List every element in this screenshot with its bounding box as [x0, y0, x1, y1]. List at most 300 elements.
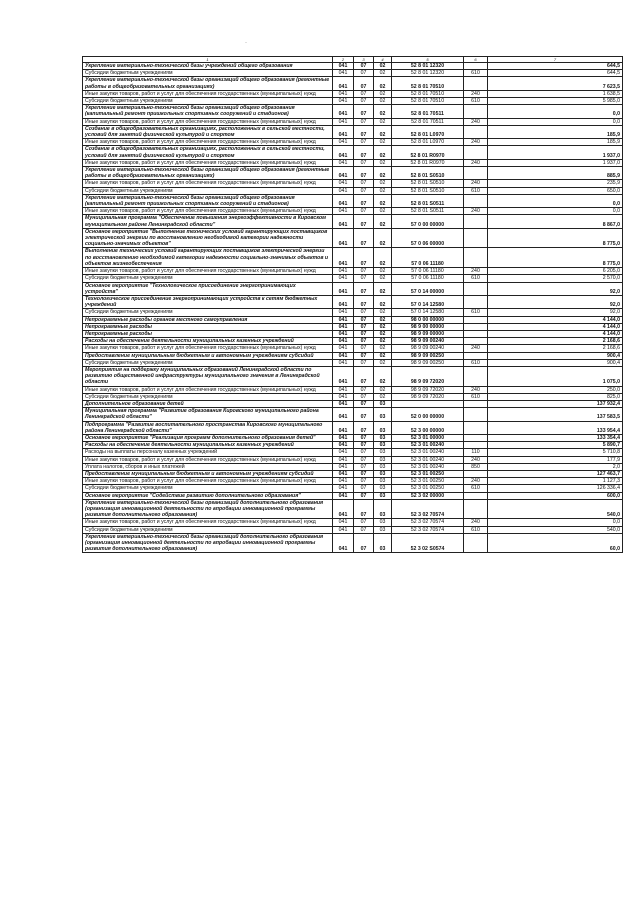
row-amount: 92,0 [488, 309, 623, 316]
row-target-code: 57 0 14 12580 [392, 309, 464, 316]
row-amount: 1 937,0 [488, 159, 623, 166]
table-row [83, 180, 623, 187]
row-name: Предоставление муниципальным бюджетным и автономным учреждениям субсидий [83, 352, 333, 359]
row-subsection-code: 02 [374, 70, 392, 77]
row-expense-type: 850 [464, 463, 488, 470]
row-subsection-code: 03 [374, 456, 392, 463]
row-section-code: 07 [354, 77, 374, 90]
row-subsection-code: 02 [374, 309, 392, 316]
row-subsection-code: 02 [374, 77, 392, 90]
row-expense-type: 240 [464, 456, 488, 463]
table-row [83, 268, 623, 275]
row-target-code: 98 0 00 00000 [392, 316, 464, 323]
row-subsection-code: 03 [374, 400, 392, 407]
row-section-code: 07 [354, 408, 374, 421]
row-amount: 650,0 [488, 187, 623, 194]
row-name: Уплата налогов, сборов и иных платежей [83, 463, 333, 470]
row-subsection-code: 02 [374, 63, 392, 70]
row-ministry-code: 041 [333, 463, 354, 470]
row-subsection-code: 02 [374, 105, 392, 118]
row-amount: 92,0 [488, 282, 623, 295]
row-ministry-code: 041 [333, 309, 354, 316]
row-subsection-code: 03 [374, 526, 392, 533]
row-amount: 235,9 [488, 180, 623, 187]
row-name: Непрограммные расходы [83, 323, 333, 330]
row-target-code: 52 8 01 70510 [392, 77, 464, 90]
row-expense-type [464, 316, 488, 323]
row-amount: 600,0 [488, 492, 623, 499]
table-row [83, 499, 623, 519]
row-amount: 1 127,3 [488, 478, 623, 485]
row-subsection-code: 02 [374, 187, 392, 194]
row-amount: 126 336,4 [488, 485, 623, 492]
row-ministry-code: 041 [333, 393, 354, 400]
row-amount: 2 570,0 [488, 275, 623, 282]
budget-table [82, 56, 623, 553]
row-subsection-code: 03 [374, 499, 392, 519]
row-subsection-code: 02 [374, 125, 392, 138]
row-ministry-code: 041 [333, 338, 354, 345]
row-ministry-code: 041 [333, 456, 354, 463]
row-expense-type: 610 [464, 526, 488, 533]
row-subsection-code: 02 [374, 228, 392, 248]
row-section-code: 07 [354, 434, 374, 441]
row-expense-type: 610 [464, 98, 488, 105]
table-row [83, 159, 623, 166]
row-expense-type: 240 [464, 90, 488, 97]
row-name: Субсидии бюджетным учреждениям [83, 275, 333, 282]
table-row [83, 470, 623, 477]
row-name: Предоставление муниципальным бюджетным и автономным учреждениям субсидий [83, 470, 333, 477]
row-section-code: 07 [354, 352, 374, 359]
row-name: Субсидии бюджетным учреждениям [83, 187, 333, 194]
row-amount: 8 775,0 [488, 248, 623, 268]
column-number: 5 [392, 57, 464, 63]
row-expense-type [464, 421, 488, 434]
row-name: Субсидии бюджетным учреждениям [83, 98, 333, 105]
row-subsection-code: 03 [374, 442, 392, 449]
row-target-code: 52 8 01 70510 [392, 98, 464, 105]
row-expense-type [464, 295, 488, 308]
row-expense-type [464, 105, 488, 118]
table-row [83, 478, 623, 485]
row-target-code: 52 3 02 70574 [392, 519, 464, 526]
row-name: Технологическое присоединение энергопринимающих устройств к сетям бюджетных учреждений [83, 295, 333, 308]
row-target-code: 52 8 01 R0970 [392, 159, 464, 166]
row-target-code: 52 8 01 70511 [392, 118, 464, 125]
row-subsection-code: 03 [374, 463, 392, 470]
row-subsection-code: 02 [374, 139, 392, 146]
row-name: Иные закупки товаров, работ и услуг для обеспечения государственных (муниципальных) нужд [83, 139, 333, 146]
row-amount: 4 144,0 [488, 323, 623, 330]
row-name: Укрепление материально-технической базы организаций дополнительного образования (организация инновационной деятельности по апробации инновационной программы развития дополнительного образования) [83, 499, 333, 519]
row-target-code: 52 3 02 00000 [392, 492, 464, 499]
row-amount: 0,0 [488, 118, 623, 125]
row-target-code: 52 3 00 00000 [392, 421, 464, 434]
table-row [83, 282, 623, 295]
row-expense-type [464, 400, 488, 407]
table-row [83, 359, 623, 366]
row-target-code: 52 8 01 S0510 [392, 167, 464, 180]
row-section-code: 07 [354, 485, 374, 492]
row-expense-type: 240 [464, 386, 488, 393]
row-ministry-code: 041 [333, 449, 354, 456]
row-amount: 185,9 [488, 125, 623, 138]
row-amount: 900,4 [488, 359, 623, 366]
row-ministry-code: 041 [333, 499, 354, 519]
row-section-code: 07 [354, 208, 374, 215]
row-section-code: 07 [354, 359, 374, 366]
column-number: 2 [333, 57, 354, 63]
column-number: 6 [464, 57, 488, 63]
row-name: Основное мероприятие "Реализация программ дополнительного образования детей" [83, 434, 333, 441]
row-name: Укрепление материально-технической базы учреждений общего образования [83, 63, 333, 70]
table-row [83, 146, 623, 159]
table-row [83, 408, 623, 421]
row-amount: 540,0 [488, 499, 623, 519]
row-section-code: 07 [354, 393, 374, 400]
row-amount: 60,0 [488, 533, 623, 553]
row-target-code: 52 8 01 R0970 [392, 146, 464, 159]
row-section-code: 07 [354, 98, 374, 105]
row-amount: 7 623,5 [488, 77, 623, 90]
row-ministry-code: 041 [333, 146, 354, 159]
row-name: Иные закупки товаров, работ и услуг для обеспечения государственных (муниципальных) нужд [83, 519, 333, 526]
row-ministry-code: 041 [333, 98, 354, 105]
row-ministry-code: 041 [333, 386, 354, 393]
table-row [83, 393, 623, 400]
row-section-code: 07 [354, 159, 374, 166]
row-section-code: 07 [354, 275, 374, 282]
row-section-code: 07 [354, 323, 374, 330]
row-ministry-code: 041 [333, 295, 354, 308]
row-target-code: 98 9 09 00250 [392, 352, 464, 359]
row-target-code: 52 0 00 00000 [392, 408, 464, 421]
table-row [83, 533, 623, 553]
table-row [83, 323, 623, 330]
table-row [83, 275, 623, 282]
row-amount: 0,0 [488, 194, 623, 207]
row-section-code: 07 [354, 366, 374, 386]
row-amount: 133 954,4 [488, 421, 623, 434]
row-amount: 0,0 [488, 208, 623, 215]
row-target-code: 98 9 09 72020 [392, 366, 464, 386]
row-amount: 644,5 [488, 63, 623, 70]
row-ministry-code: 041 [333, 316, 354, 323]
row-amount: 1 937,0 [488, 146, 623, 159]
row-name: Основное мероприятие "Содействие развитию дополнительного образования" [83, 492, 333, 499]
row-section-code: 07 [354, 478, 374, 485]
row-amount: 127 463,7 [488, 470, 623, 477]
row-name: Создание в общеобразовательных организациях, расположенных в сельской местности, условий для занятий физической культурой и спортом [83, 125, 333, 138]
row-ministry-code: 041 [333, 282, 354, 295]
table-row [83, 330, 623, 337]
row-subsection-code: 02 [374, 215, 392, 228]
table-row [83, 63, 623, 70]
row-name: Подпрограмма "Развитие воспитательного пространства Кировского муниципального района Ленинградской области" [83, 421, 333, 434]
row-section-code: 07 [354, 526, 374, 533]
row-name: Укрепление материально-технической базы организаций дополнительного образования (организация инновационной деятельности по апробации инновационной программы развития дополнительного образования) [83, 533, 333, 553]
row-expense-type [464, 330, 488, 337]
row-amount: 2 168,6 [488, 338, 623, 345]
row-amount: 177,9 [488, 456, 623, 463]
row-subsection-code: 03 [374, 421, 392, 434]
row-name: Муниципальная программа "Обеспечение повышения энергоэффективности в Кировском муниципальном районе Ленинградской области" [83, 215, 333, 228]
table-row [83, 519, 623, 526]
table-row [83, 125, 623, 138]
row-section-code: 07 [354, 386, 374, 393]
row-expense-type [464, 146, 488, 159]
row-expense-type: 110 [464, 449, 488, 456]
row-subsection-code: 03 [374, 478, 392, 485]
row-amount: 900,4 [488, 352, 623, 359]
row-ministry-code: 041 [333, 105, 354, 118]
table-row [83, 449, 623, 456]
row-subsection-code: 02 [374, 90, 392, 97]
row-expense-type: 240 [464, 159, 488, 166]
row-amount: 1 638,5 [488, 90, 623, 97]
row-subsection-code: 02 [374, 248, 392, 268]
row-section-code: 07 [354, 421, 374, 434]
row-name: Иные закупки товаров, работ и услуг для обеспечения государственных (муниципальных) нужд [83, 180, 333, 187]
row-expense-type: 240 [464, 519, 488, 526]
table-row [83, 485, 623, 492]
row-subsection-code: 02 [374, 180, 392, 187]
row-ministry-code: 041 [333, 208, 354, 215]
row-ministry-code: 041 [333, 180, 354, 187]
row-name: Расходы на обеспечение деятельности муниципальных казенных учреждений [83, 338, 333, 345]
row-subsection-code: 03 [374, 449, 392, 456]
table-row [83, 463, 623, 470]
row-name: Муниципальная программа "Развитие образования Кировского муниципального района Ленинградской области" [83, 408, 333, 421]
row-amount: 5 710,8 [488, 449, 623, 456]
column-number: 3 [354, 57, 374, 63]
row-target-code: 98 9 09 72020 [392, 386, 464, 393]
row-target-code: 52 3 01 00250 [392, 470, 464, 477]
row-section-code: 07 [354, 442, 374, 449]
row-subsection-code: 03 [374, 533, 392, 553]
row-name: Иные закупки товаров, работ и услуг для обеспечения государственных (муниципальных) нужд [83, 208, 333, 215]
row-ministry-code: 041 [333, 442, 354, 449]
row-section-code: 07 [354, 146, 374, 159]
row-subsection-code: 03 [374, 519, 392, 526]
row-name: Субсидии бюджетным учреждениям [83, 485, 333, 492]
row-name: Основное мероприятие "Выполнение технических условий гарантирующих поставщиков электрической энергии по восстановлению необходимой категории надежности социально-значимых объектов" [83, 228, 333, 248]
row-ministry-code: 041 [333, 470, 354, 477]
row-expense-type: 240 [464, 118, 488, 125]
row-ministry-code: 041 [333, 248, 354, 268]
row-subsection-code: 02 [374, 268, 392, 275]
row-expense-type: 240 [464, 268, 488, 275]
row-amount: 5 985,0 [488, 98, 623, 105]
table-row [83, 386, 623, 393]
row-ministry-code: 041 [333, 485, 354, 492]
table-row [83, 194, 623, 207]
row-target-code: 52 8 01 S0511 [392, 208, 464, 215]
row-expense-type [464, 408, 488, 421]
row-target-code: 52 8 01 S0510 [392, 187, 464, 194]
row-section-code: 07 [354, 330, 374, 337]
row-subsection-code: 03 [374, 485, 392, 492]
table-row [83, 118, 623, 125]
row-subsection-code: 02 [374, 146, 392, 159]
row-amount: 8 775,0 [488, 228, 623, 248]
row-section-code: 07 [354, 295, 374, 308]
row-section-code: 07 [354, 309, 374, 316]
row-section-code: 07 [354, 282, 374, 295]
row-ministry-code: 041 [333, 118, 354, 125]
row-name: Расходы на обеспечение деятельности муниципальных казенных учреждений [83, 442, 333, 449]
row-subsection-code: 02 [374, 194, 392, 207]
row-ministry-code: 041 [333, 268, 354, 275]
row-ministry-code: 041 [333, 400, 354, 407]
row-expense-type: 240 [464, 478, 488, 485]
row-target-code: 57 0 14 12580 [392, 295, 464, 308]
row-amount: 885,9 [488, 167, 623, 180]
row-subsection-code: 02 [374, 352, 392, 359]
table-row [83, 345, 623, 352]
table-row [83, 421, 623, 434]
row-section-code: 07 [354, 345, 374, 352]
table-row [83, 434, 623, 441]
row-section-code: 07 [354, 268, 374, 275]
row-name: Иные закупки товаров, работ и услуг для обеспечения государственных (муниципальных) нужд [83, 90, 333, 97]
table-row [83, 70, 623, 77]
row-expense-type [464, 77, 488, 90]
row-amount: 2,0 [488, 463, 623, 470]
row-name: Основное мероприятие "Технологическое присоединение энергопринимающих устройств" [83, 282, 333, 295]
row-section-code: 07 [354, 215, 374, 228]
row-section-code: 07 [354, 194, 374, 207]
row-expense-type [464, 215, 488, 228]
row-name: Иные закупки товаров, работ и услуг для обеспечения государственных (муниципальных) нужд [83, 386, 333, 393]
row-target-code: 57 0 06 11180 [392, 248, 464, 268]
row-ministry-code: 041 [333, 526, 354, 533]
row-expense-type: 240 [464, 345, 488, 352]
row-section-code: 07 [354, 63, 374, 70]
row-expense-type [464, 492, 488, 499]
row-target-code: 98 9 09 00240 [392, 345, 464, 352]
row-target-code: 52 3 01 00250 [392, 485, 464, 492]
row-section-code: 07 [354, 70, 374, 77]
table-row [83, 77, 623, 90]
table-row [83, 295, 623, 308]
row-name: Иные закупки товаров, работ и услуг для обеспечения государственных (муниципальных) нужд [83, 345, 333, 352]
row-subsection-code: 02 [374, 118, 392, 125]
row-section-code: 07 [354, 180, 374, 187]
row-name: Выполнение технических условий гарантирующих поставщиков электрической энергии по восстановлению необходимой категории надежности социально-значимых объектов и объектов жизнеобеспечения [83, 248, 333, 268]
table-row [83, 248, 623, 268]
column-number: 4 [374, 57, 392, 63]
row-name: Иные закупки товаров, работ и услуг для обеспечения государственных (муниципальных) нужд [83, 159, 333, 166]
row-section-code: 07 [354, 90, 374, 97]
column-number: 1 [83, 57, 333, 63]
row-target-code: 52 3 02 70574 [392, 526, 464, 533]
row-expense-type: 610 [464, 309, 488, 316]
row-section-code: 07 [354, 228, 374, 248]
row-target-code: 57 0 06 11180 [392, 268, 464, 275]
row-expense-type [464, 228, 488, 248]
row-subsection-code: 02 [374, 98, 392, 105]
row-target-code: 52 8 01 70510 [392, 90, 464, 97]
row-expense-type: 610 [464, 393, 488, 400]
row-amount: 0,0 [488, 105, 623, 118]
table-row [83, 526, 623, 533]
row-amount: 4 144,0 [488, 330, 623, 337]
row-expense-type [464, 470, 488, 477]
row-target-code [392, 400, 464, 407]
row-target-code: 52 3 01 00240 [392, 463, 464, 470]
row-amount: 185,9 [488, 139, 623, 146]
row-ministry-code: 041 [333, 323, 354, 330]
row-subsection-code: 02 [374, 295, 392, 308]
row-subsection-code: 03 [374, 492, 392, 499]
row-section-code: 07 [354, 338, 374, 345]
row-ministry-code: 041 [333, 194, 354, 207]
row-expense-type: 240 [464, 139, 488, 146]
row-amount: 540,0 [488, 526, 623, 533]
row-name: Непрограммные расходы [83, 330, 333, 337]
row-section-code: 07 [354, 470, 374, 477]
row-target-code: 52 8 01 70511 [392, 105, 464, 118]
row-subsection-code: 02 [374, 159, 392, 166]
table-row [83, 208, 623, 215]
row-expense-type [464, 442, 488, 449]
table-row [83, 228, 623, 248]
row-name: Укрепление материально-технической базы организаций общего образования (капитальный ремонт пришкольных спортивных сооружений и стадионов) [83, 105, 333, 118]
row-target-code: 52 3 01 00000 [392, 434, 464, 441]
row-expense-type [464, 434, 488, 441]
row-amount: 6 205,0 [488, 268, 623, 275]
row-ministry-code: 041 [333, 434, 354, 441]
row-target-code: 52 3 01 00240 [392, 442, 464, 449]
row-name: Иные закупки товаров, работ и услуг для обеспечения государственных (муниципальных) нужд [83, 118, 333, 125]
row-section-code: 07 [354, 167, 374, 180]
row-name: Субсидии бюджетным учреждениям [83, 309, 333, 316]
row-ministry-code: 041 [333, 187, 354, 194]
table-row [83, 139, 623, 146]
row-section-code: 07 [354, 139, 374, 146]
row-section-code: 07 [354, 400, 374, 407]
row-ministry-code: 041 [333, 345, 354, 352]
row-section-code: 07 [354, 105, 374, 118]
row-expense-type: 610 [464, 275, 488, 282]
row-name: Расходы на выплаты персоналу казенных учреждений [83, 449, 333, 456]
row-expense-type [464, 167, 488, 180]
row-expense-type [464, 248, 488, 268]
row-target-code: 52 8 01 L0970 [392, 125, 464, 138]
row-expense-type: 240 [464, 208, 488, 215]
row-section-code: 07 [354, 492, 374, 499]
row-section-code: 07 [354, 449, 374, 456]
row-amount: 5 890,7 [488, 442, 623, 449]
row-target-code: 98 9 09 00250 [392, 359, 464, 366]
row-section-code: 07 [354, 118, 374, 125]
table-row [83, 338, 623, 345]
row-expense-type [464, 338, 488, 345]
row-target-code: 52 8 01 12320 [392, 63, 464, 70]
row-name: Непрограммные расходы органов местного самоуправления [83, 316, 333, 323]
table-row [83, 456, 623, 463]
row-expense-type [464, 533, 488, 553]
row-target-code: 52 8 01 12320 [392, 70, 464, 77]
column-number: 7 [488, 57, 623, 63]
row-ministry-code: 041 [333, 359, 354, 366]
row-target-code: 57 0 06 00000 [392, 228, 464, 248]
row-subsection-code: 03 [374, 470, 392, 477]
row-target-code: 52 8 01 S0510 [392, 180, 464, 187]
row-ministry-code: 041 [333, 63, 354, 70]
